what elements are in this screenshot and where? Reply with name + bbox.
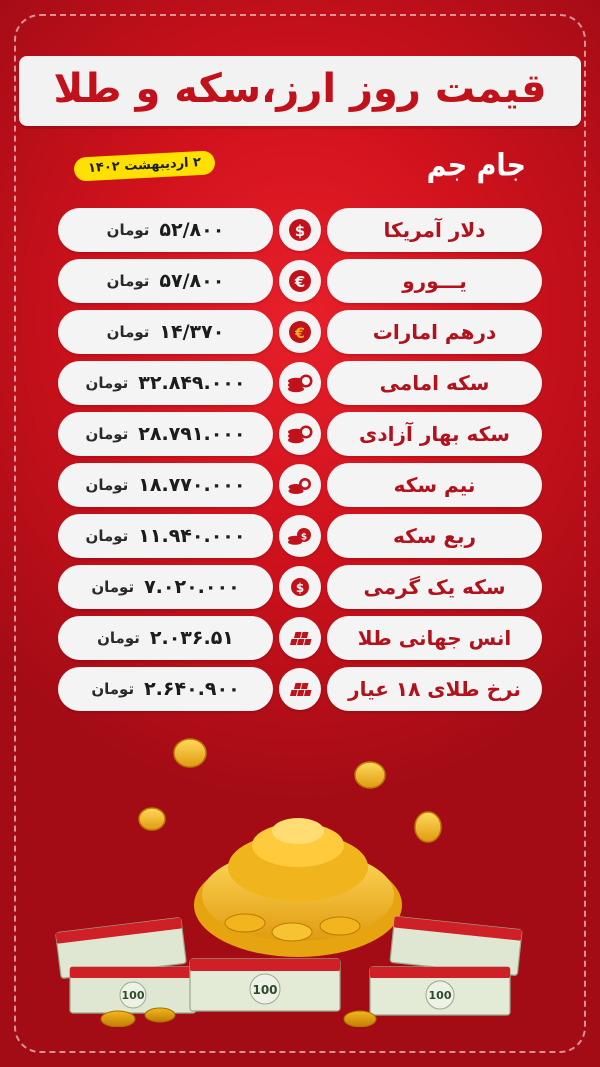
svg-text:€: € [295, 326, 305, 342]
rate-amount: ۱۱.۹۴۰.۰۰۰ [138, 525, 246, 547]
rate-icon-slot [276, 667, 324, 711]
gold-bars-icon [279, 668, 321, 710]
rate-icon-slot [276, 412, 324, 456]
rate-name-pill [327, 310, 542, 354]
rate-amount: ۵۲/۸۰۰ [159, 219, 225, 241]
table-row [58, 616, 542, 660]
rate-amount: ۲۸.۷۹۱.۰۰۰ [138, 423, 246, 445]
rate-amount: ۳۲.۸۴۹.۰۰۰ [138, 372, 246, 394]
rate-unit: تومان [85, 476, 129, 494]
rate-name: نیم سکه [393, 473, 476, 497]
rate-icon-slot [276, 616, 324, 660]
rate-value-pill [58, 463, 273, 507]
table-row [58, 310, 542, 354]
rate-name-pill [327, 514, 542, 558]
coin-stack-icon [279, 413, 321, 455]
svg-text:$: $ [300, 532, 308, 543]
rate-unit: تومان [85, 527, 129, 545]
cash-stack-center [190, 959, 340, 1011]
rate-name-pill [327, 667, 542, 711]
gold-bars-icon [279, 617, 321, 659]
rate-icon-slot [276, 514, 324, 558]
rate-name-pill [327, 412, 542, 456]
table-row [58, 667, 542, 711]
rate-value-pill [58, 310, 273, 354]
rate-icon-slot [276, 565, 324, 609]
dollar-coin-icon [279, 209, 321, 251]
svg-text:100: 100 [428, 989, 452, 1002]
rate-unit: تومان [91, 680, 135, 698]
rate-name: درهم امارات [372, 320, 497, 344]
cash-stack-right [370, 916, 522, 1015]
rate-icon-slot [276, 361, 324, 405]
rate-value-pill [58, 208, 273, 252]
coin-pile [194, 818, 402, 957]
single-coin-icon [279, 566, 321, 608]
quarter-coin-stack-icon [279, 515, 321, 557]
poster-header [0, 56, 600, 126]
rate-icon-slot [276, 463, 324, 507]
euro-coin-icon [279, 260, 321, 302]
rate-name: ربع سکه [392, 524, 477, 548]
svg-text:100: 100 [121, 989, 145, 1002]
rate-name-pill [327, 259, 542, 303]
rate-unit: تومان [85, 374, 129, 392]
brand-logo: جام جم [426, 147, 526, 184]
rate-unit: تومان [106, 323, 150, 341]
rate-value-pill [58, 514, 273, 558]
cash-and-gold-coins-illustration [0, 727, 600, 1047]
rate-amount: ۷.۰۲۰.۰۰۰ [144, 576, 240, 598]
rate-name: سکه یک گرمی [363, 575, 506, 599]
date-badge: ۲ اردیبهشت ۱۴۰۲ [73, 150, 215, 181]
svg-text:€: € [294, 273, 306, 291]
half-coin-stack-icon [279, 464, 321, 506]
rate-amount: ۲.۰۳۶.۵۱ [149, 627, 234, 649]
rate-name-pill [327, 208, 542, 252]
coin-stack-icon [279, 362, 321, 404]
rate-unit: تومان [97, 629, 140, 647]
rate-name: یـــورو [402, 269, 467, 293]
rate-value-pill [58, 667, 273, 711]
svg-text:$: $ [294, 222, 306, 240]
svg-text:$: $ [295, 581, 305, 595]
rate-unit: تومان [91, 578, 135, 596]
rate-name: سکه امامی [379, 371, 490, 395]
rate-unit: تومان [106, 221, 150, 239]
rate-amount: ۱۸.۷۷۰.۰۰۰ [138, 474, 246, 496]
rate-name-pill [327, 616, 542, 660]
rate-name-pill [327, 463, 542, 507]
table-row [58, 463, 542, 507]
page-title: قیمت روز ارز،سکه و طلا [19, 56, 580, 126]
table-row [58, 361, 542, 405]
rate-value-pill [58, 565, 273, 609]
rate-value-pill [58, 616, 273, 660]
cash-stack-left [56, 917, 196, 1013]
rate-value-pill [58, 412, 273, 456]
table-row [58, 208, 542, 252]
rates-table [58, 208, 542, 718]
rate-value-pill [58, 361, 273, 405]
rate-amount: ۵۷/۸۰۰ [159, 270, 225, 292]
dirham-coin-icon [279, 311, 321, 353]
table-row [58, 259, 542, 303]
rate-unit: تومان [85, 425, 129, 443]
rate-icon-slot [276, 208, 324, 252]
rate-amount: ۲.۶۴۰.۹۰۰ [144, 678, 240, 700]
table-row [58, 514, 542, 558]
rate-amount: ۱۴/۳۷۰ [159, 321, 225, 343]
rate-name: دلار آمریکا [383, 218, 486, 242]
brand-row [0, 147, 600, 190]
table-row [58, 412, 542, 456]
table-row [58, 565, 542, 609]
rate-name: سکه بهار آزادی [359, 422, 510, 446]
rate-value-pill [58, 259, 273, 303]
svg-text:100: 100 [252, 983, 278, 997]
rate-name: نرخ طلای ۱۸ عیار [348, 677, 521, 701]
rate-icon-slot [276, 259, 324, 303]
rate-name-pill [327, 565, 542, 609]
rate-name-pill [327, 361, 542, 405]
rate-icon-slot [276, 310, 324, 354]
rate-name: انس جهانی طلا [357, 626, 512, 650]
rate-unit: تومان [106, 272, 150, 290]
